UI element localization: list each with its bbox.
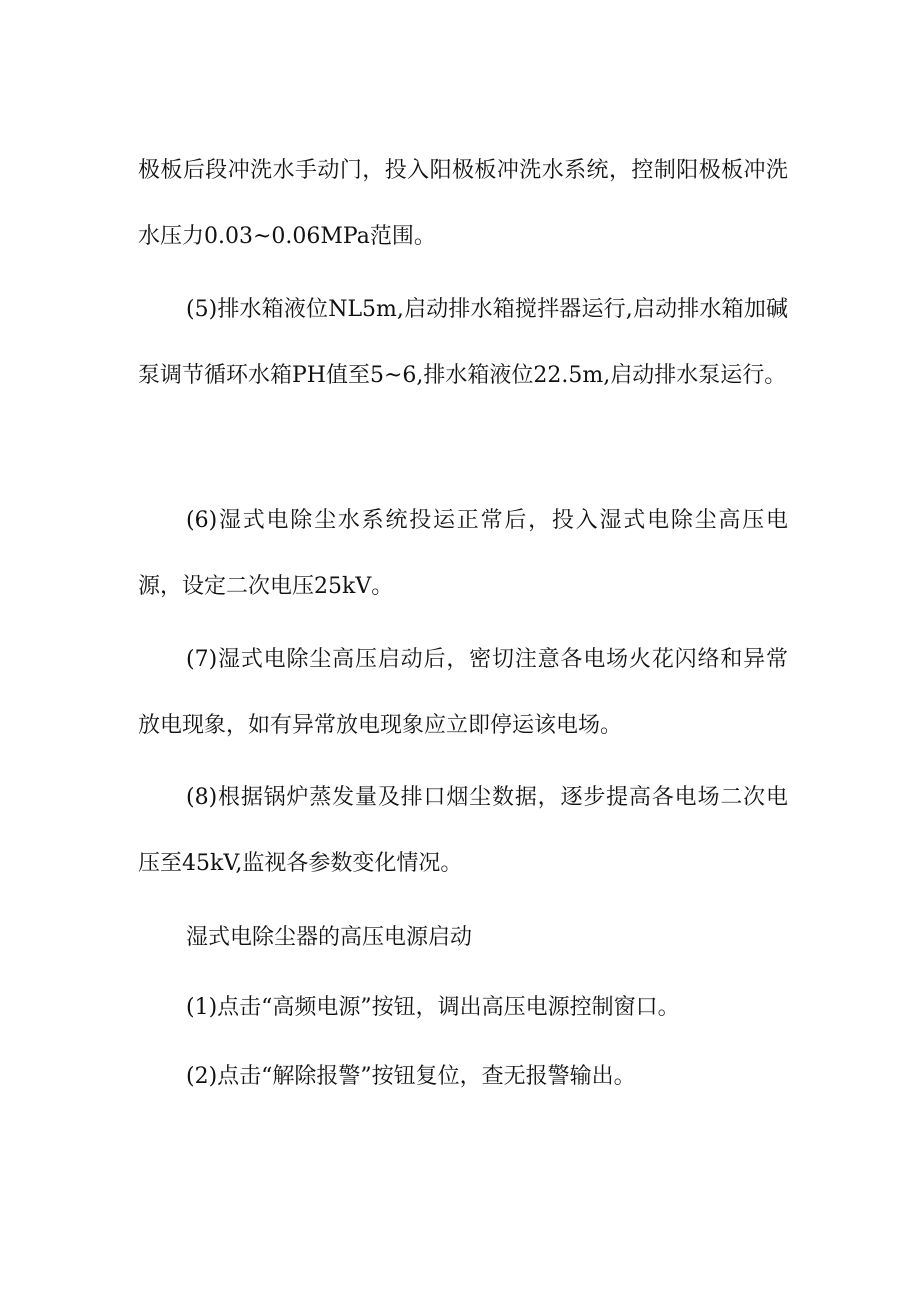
paragraph-step-5: (5)排水箱液位NL5m,启动排水箱搅拌器运行,启动排水箱加碱泵调节循环水箱PH值至5~6,排水箱液位22.5m,启动排水泵运行。 bbox=[138, 297, 788, 388]
paragraph-step-6: (6)湿式电除尘水系统投运正常后，投入湿式电除尘高压电源，设定二次电压25kV。 bbox=[138, 508, 788, 599]
paragraph-hv-step-1: (1)点击“高频电源”按钮，调出高压电源控制窗口。 bbox=[186, 995, 680, 1020]
paragraph-hv-step-2: (2)点击“解除报警”按钮复位，查无报警输出。 bbox=[186, 1064, 636, 1089]
paragraph-step-8: (8)根据锅炉蒸发量及排口烟尘数据，逐步提高各电场二次电压至45kV,监视各参数变化情况。 bbox=[138, 785, 788, 876]
paragraph-continuation: 极板后段冲洗水手动门，投入阳极板冲洗水系统，控制阳极板冲洗水压力0.03~0.06MPa范围。 bbox=[138, 158, 788, 249]
section-heading: 湿式电除尘器的高压电源启动 bbox=[186, 925, 473, 950]
paragraph-step-7: (7)湿式电除尘高压启动后，密切注意各电场火花闪络和异常放电现象，如有异常放电现象应立即停运该电场。 bbox=[138, 647, 788, 738]
